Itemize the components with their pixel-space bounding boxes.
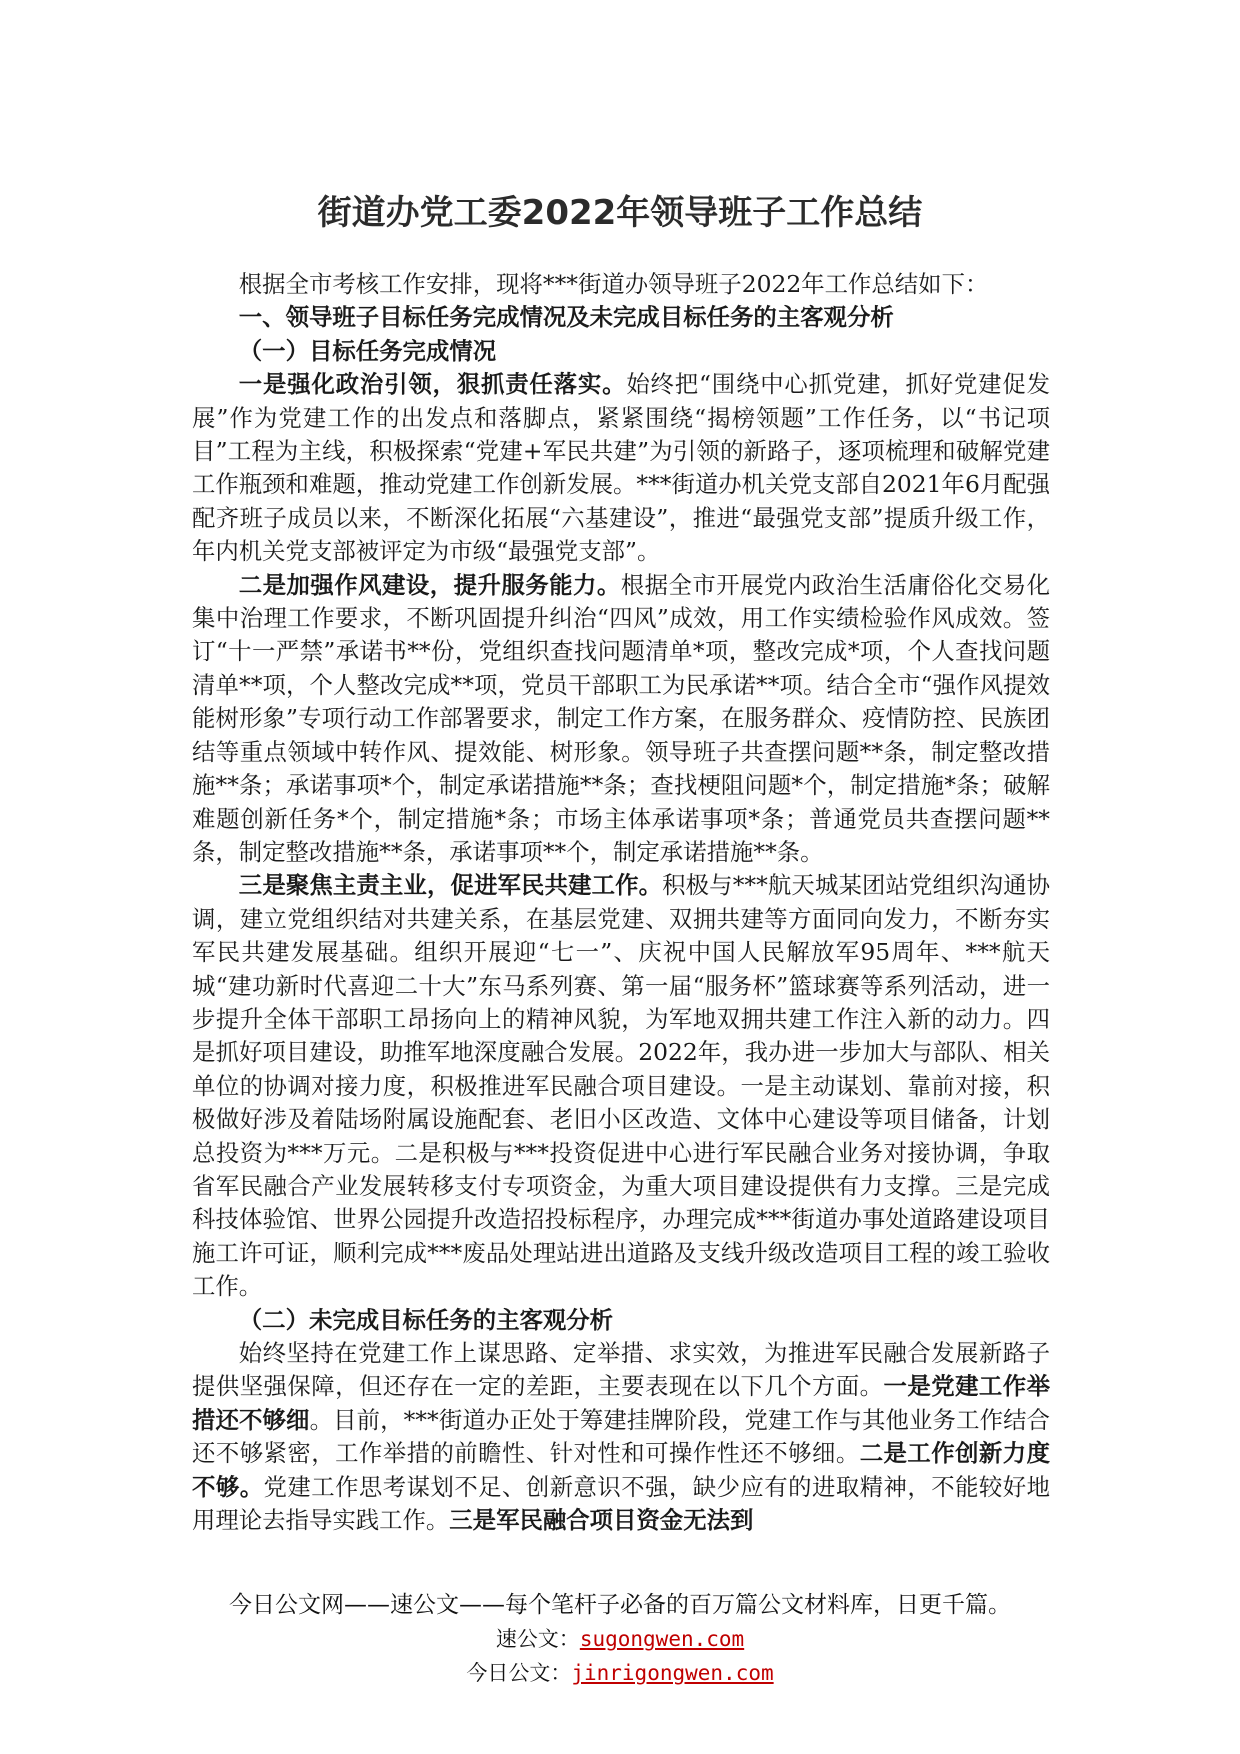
paragraph-4-text-a: 始终坚持在党建工作上谋思路、定举措、求实效，为推进军民融合发展新路子提供坚强保障，但还存在一定的差距，主要表现在以下几个方面。: [192, 1339, 1050, 1401]
paragraph-3-text: 积极与***航天城某团站党组织沟通协调，建立党组织结对共建关系，在基层党建、双拥共建等方面同向发力，不断夯实军民共建发展基础。组织开展迎“七一”、庆祝中国人民解放军95周年、***航天城“建功新时代喜迎二十大”东马系列赛、第一届“服务杯”篮球赛等系列活动，进一步提升全体干部职工昂扬向上的精神风貌，为军地双拥共建工作注入新的动力。四是抓好项目建设，助推军地深度融合发展。2022年，我办进一步加大与部队、相关单位的协调对接力度，积极推进军民融合项目建设。一是主动谋划、靠前对接，积极做好涉及着陆场附属设施配套、老旧小区改造、文体中心建设等项目储备，计划总投资为***万元。二是积极与***投资促进中心进行军民融合业务对接协调，争取省军民融合产业发展转移支付专项资金，为重大项目建设提供有力支撑。三是完成科技体验馆、世界公园提升改造招投标程序，办理完成***街道办事处道路建设项目施工许可证，顺利完成***废品处理站进出道路及支线升级改造项目工程的竣工验收工作。: [192, 871, 1051, 1301]
footer-label-1: 速公文：: [495, 1627, 580, 1651]
intro-paragraph: 根据全市考核工作安排，现将***街道办领导班子2022年工作总结如下：: [238, 270, 989, 298]
footer-slogan: 今日公文网——速公文——每个笔杆子必备的百万篇公文材料库，日更千篇。: [229, 1592, 1011, 1618]
footer: [0, 1588, 1240, 1690]
paragraph-1: [192, 368, 1050, 568]
paragraph-4-lead-c: 二是工作创新力度不够。: [192, 1439, 1050, 1501]
paragraph-4-text-c: 党建工作思考谋划不足、创新意识不强，缺少应有的进取精神，不能较好地用理论去指导实践工作。: [192, 1472, 1051, 1535]
subsection-heading-1: （一）目标任务完成情况: [238, 336, 497, 365]
paragraph-1-text: 始终把“围绕中心抓党建，抓好党建促发展”作为党建工作的出发点和落脚点，紧紧围绕“揭榜领题”工作任务，以“书记项目”工程为主线，积极探索“党建+军民共建”为引领的新路子，逐项梳理和破解党建工作瓶颈和难题，推动党建工作创新发展。***街道办机关党支部自2021年6月配强配齐班子成员以来，不断深化拓展“六基建设”，推进“最强党支部”提质升级工作，年内机关党支部被评定为市级“最强党支部”。: [192, 370, 1050, 566]
paragraph-4: [192, 1337, 1050, 1537]
page-title: 街道办党工委2022年领导班子工作总结: [317, 193, 923, 233]
paragraph-4-text-b: 。目前，***街道办正处于筹建挂牌阶段，党建工作与其他业务工作结合还不够紧密，工作举措的前瞻性、针对性和可操作性还不够细。: [192, 1405, 1050, 1468]
subsection-heading-2: （二）未完成目标任务的主客观分析: [238, 1305, 614, 1334]
paragraph-3-lead: 三是聚焦主责主业，促进军民共建工作。: [238, 871, 663, 900]
paragraph-1-lead: 一是强化政治引领，狠抓责任落实。: [238, 370, 627, 399]
footer-link-jinrigongwen[interactable]: jinrigongwen.com: [571, 1661, 774, 1685]
section-heading-1: 一、领导班子目标任务完成情况及未完成目标任务的主客观分析: [238, 303, 894, 332]
footer-label-2: 今日公文：: [466, 1661, 572, 1685]
paragraph-4-lead-d: 三是军民融合项目资金无法到: [449, 1506, 754, 1535]
footer-line-1: [0, 1622, 1240, 1656]
document-body: [192, 268, 1050, 1537]
footer-link-sugongwen[interactable]: sugongwen.com: [579, 1627, 745, 1651]
paragraph-4-lead-b: 一是党建工作举措还不够细: [192, 1372, 1050, 1434]
paragraph-2-lead: 二是加强作风建设，提升服务能力。: [238, 570, 621, 599]
paragraph-3: [192, 869, 1050, 1303]
footer-line-2: [0, 1656, 1240, 1690]
paragraph-2-text: 根据全市开展党内政治生活庸俗化交易化集中治理工作要求，不断巩固提升纠治“四风”成效，用工作实绩检验作风成效。签订“十一严禁”承诺书**份，党组织查找问题清单*项，整改完成*项，个人查找问题清单**项，个人整改完成**项，党员干部职工为民承诺**项。结合全市“强作风提效能树形象”专项行动工作部署要求，制定工作方案，在服务群众、疫情防控、民族团结等重点领域中转作风、提效能、树形象。领导班子共查摆问题**条，制定整改措施**条；承诺事项*个，制定承诺措施**条；查找梗阻问题*个，制定措施*条；破解难题创新任务*个，制定措施*条；市场主体承诺事项*条；普通党员共查摆问题**条，制定整改措施**条，承诺事项**个，制定承诺措施**条。: [192, 570, 1050, 866]
paragraph-2: [192, 569, 1050, 870]
